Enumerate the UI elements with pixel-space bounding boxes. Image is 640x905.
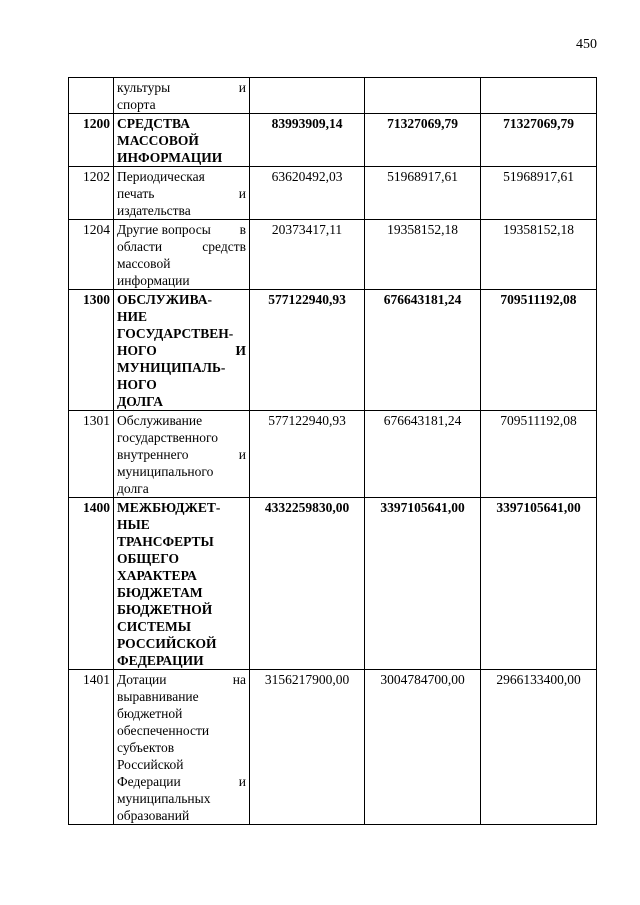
row-code: 1204: [69, 220, 114, 290]
row-code: 1301: [69, 411, 114, 498]
row-name: [114, 498, 250, 670]
row-value-2: 19358152,18: [365, 220, 481, 290]
row-value-2: 676643181,24: [365, 290, 481, 411]
row-name-line: ХАРАКТЕРА: [117, 568, 197, 583]
table-row: [69, 411, 597, 498]
row-name-word: и: [238, 774, 246, 789]
row-name-line: ДОЛГА: [117, 394, 164, 409]
row-name-line: информации: [117, 273, 190, 288]
row-value-2: 71327069,79: [365, 114, 481, 167]
row-value-1: 20373417,11: [250, 220, 365, 290]
row-name-line: НЫЕ: [117, 517, 150, 532]
row-code: [69, 78, 114, 114]
row-value-3: 709511192,08: [481, 290, 597, 411]
row-name-line: [117, 446, 246, 463]
row-name-word: области: [117, 239, 163, 254]
row-name-line: МАССОВОЙ: [117, 133, 199, 148]
row-name-line: МУНИЦИПАЛЬ-: [117, 360, 226, 375]
row-value-3: 51968917,61: [481, 167, 597, 220]
row-code: 1400: [69, 498, 114, 670]
row-name-line: НИЕ: [117, 309, 148, 324]
budget-table-body: [69, 78, 597, 825]
row-name-line: ФЕДЕРАЦИИ: [117, 653, 204, 668]
row-name-line: Российской: [117, 757, 184, 772]
row-name: [114, 220, 250, 290]
row-name-line: образований: [117, 808, 190, 823]
row-name-line: БЮДЖЕТНОЙ: [117, 602, 213, 617]
table-row: [69, 670, 597, 825]
row-name-line: ОБЩЕГО: [117, 551, 180, 566]
row-name-word: и: [238, 80, 246, 95]
row-name-line: [117, 671, 246, 688]
row-name-line: Обслуживание: [117, 413, 203, 428]
row-name-line: ГОСУДАРСТВЕН-: [117, 326, 234, 341]
row-name-line: субъектов: [117, 740, 175, 755]
row-name-line: ОБСЛУЖИВА-: [117, 292, 212, 307]
row-name: [114, 167, 250, 220]
row-value-1: 3156217900,00: [250, 670, 365, 825]
row-name-line: БЮДЖЕТАМ: [117, 585, 203, 600]
row-code: 1202: [69, 167, 114, 220]
budget-table: [68, 77, 597, 825]
row-value-3: 2966133400,00: [481, 670, 597, 825]
row-value-1: [250, 78, 365, 114]
row-name: [114, 411, 250, 498]
row-value-2: 676643181,24: [365, 411, 481, 498]
row-code: 1300: [69, 290, 114, 411]
row-name-line: массовой: [117, 256, 171, 271]
row-name: [114, 114, 250, 167]
row-name-line: долга: [117, 481, 149, 496]
row-name-line: бюджетной: [117, 706, 183, 721]
row-value-1: 83993909,14: [250, 114, 365, 167]
row-name-line: Периодическая: [117, 169, 205, 184]
row-name: [114, 670, 250, 825]
row-value-3: 709511192,08: [481, 411, 597, 498]
row-name-word: внутреннего: [117, 447, 189, 462]
row-name-word: НОГО: [117, 343, 157, 358]
table-row: [69, 78, 597, 114]
row-name-line: обеспеченности: [117, 723, 210, 738]
row-name-line: НОГО: [117, 377, 157, 392]
row-name-line: [117, 221, 246, 238]
row-value-3: 19358152,18: [481, 220, 597, 290]
row-name-word: средств: [202, 239, 246, 254]
table-row: [69, 167, 597, 220]
row-name-line: муниципального: [117, 464, 214, 479]
row-value-1: 577122940,93: [250, 290, 365, 411]
row-name: [114, 78, 250, 114]
page-number: 450: [576, 37, 597, 52]
row-name-word: печать: [117, 186, 155, 201]
row-value-2: 51968917,61: [365, 167, 481, 220]
row-name-line: [117, 342, 246, 359]
row-name: [114, 290, 250, 411]
row-name-word: Другие вопросы: [117, 222, 211, 237]
row-value-1: 577122940,93: [250, 411, 365, 498]
row-name-line: муниципальных: [117, 791, 211, 806]
row-name-line: МЕЖБЮДЖЕТ-: [117, 500, 221, 515]
row-value-1: 63620492,03: [250, 167, 365, 220]
row-value-3: [481, 78, 597, 114]
row-name-word: в: [239, 222, 246, 237]
table-row: [69, 220, 597, 290]
row-name-line: [117, 773, 246, 790]
row-value-3: 71327069,79: [481, 114, 597, 167]
row-name-line: [117, 185, 246, 202]
row-name-word: Дотации: [117, 672, 167, 687]
row-code: 1401: [69, 670, 114, 825]
table-row: [69, 114, 597, 167]
row-name-line: [117, 79, 246, 96]
table-row: [69, 290, 597, 411]
row-name-line: ТРАНСФЕРТЫ: [117, 534, 214, 549]
row-value-2: 3397105641,00: [365, 498, 481, 670]
row-name-line: государственного: [117, 430, 218, 445]
row-name-word: и: [238, 186, 246, 201]
row-name-line: [117, 238, 246, 255]
row-name-word: И: [235, 343, 246, 358]
row-name-line: ИНФОРМАЦИИ: [117, 150, 223, 165]
row-name-line: выравнивание: [117, 689, 199, 704]
row-name-line: СИСТЕМЫ: [117, 619, 192, 634]
row-name-word: Федерации: [117, 774, 181, 789]
row-name-line: издательства: [117, 203, 191, 218]
row-name-word: на: [232, 672, 246, 687]
row-value-2: [365, 78, 481, 114]
row-name-line: спорта: [117, 97, 156, 112]
row-value-1: 4332259830,00: [250, 498, 365, 670]
row-value-2: 3004784700,00: [365, 670, 481, 825]
row-name-word: и: [238, 447, 246, 462]
row-code: 1200: [69, 114, 114, 167]
row-name-line: СРЕДСТВА: [117, 116, 190, 131]
row-value-3: 3397105641,00: [481, 498, 597, 670]
row-name-line: РОССИЙСКОЙ: [117, 636, 217, 651]
table-row: [69, 498, 597, 670]
row-name-word: культуры: [117, 80, 171, 95]
